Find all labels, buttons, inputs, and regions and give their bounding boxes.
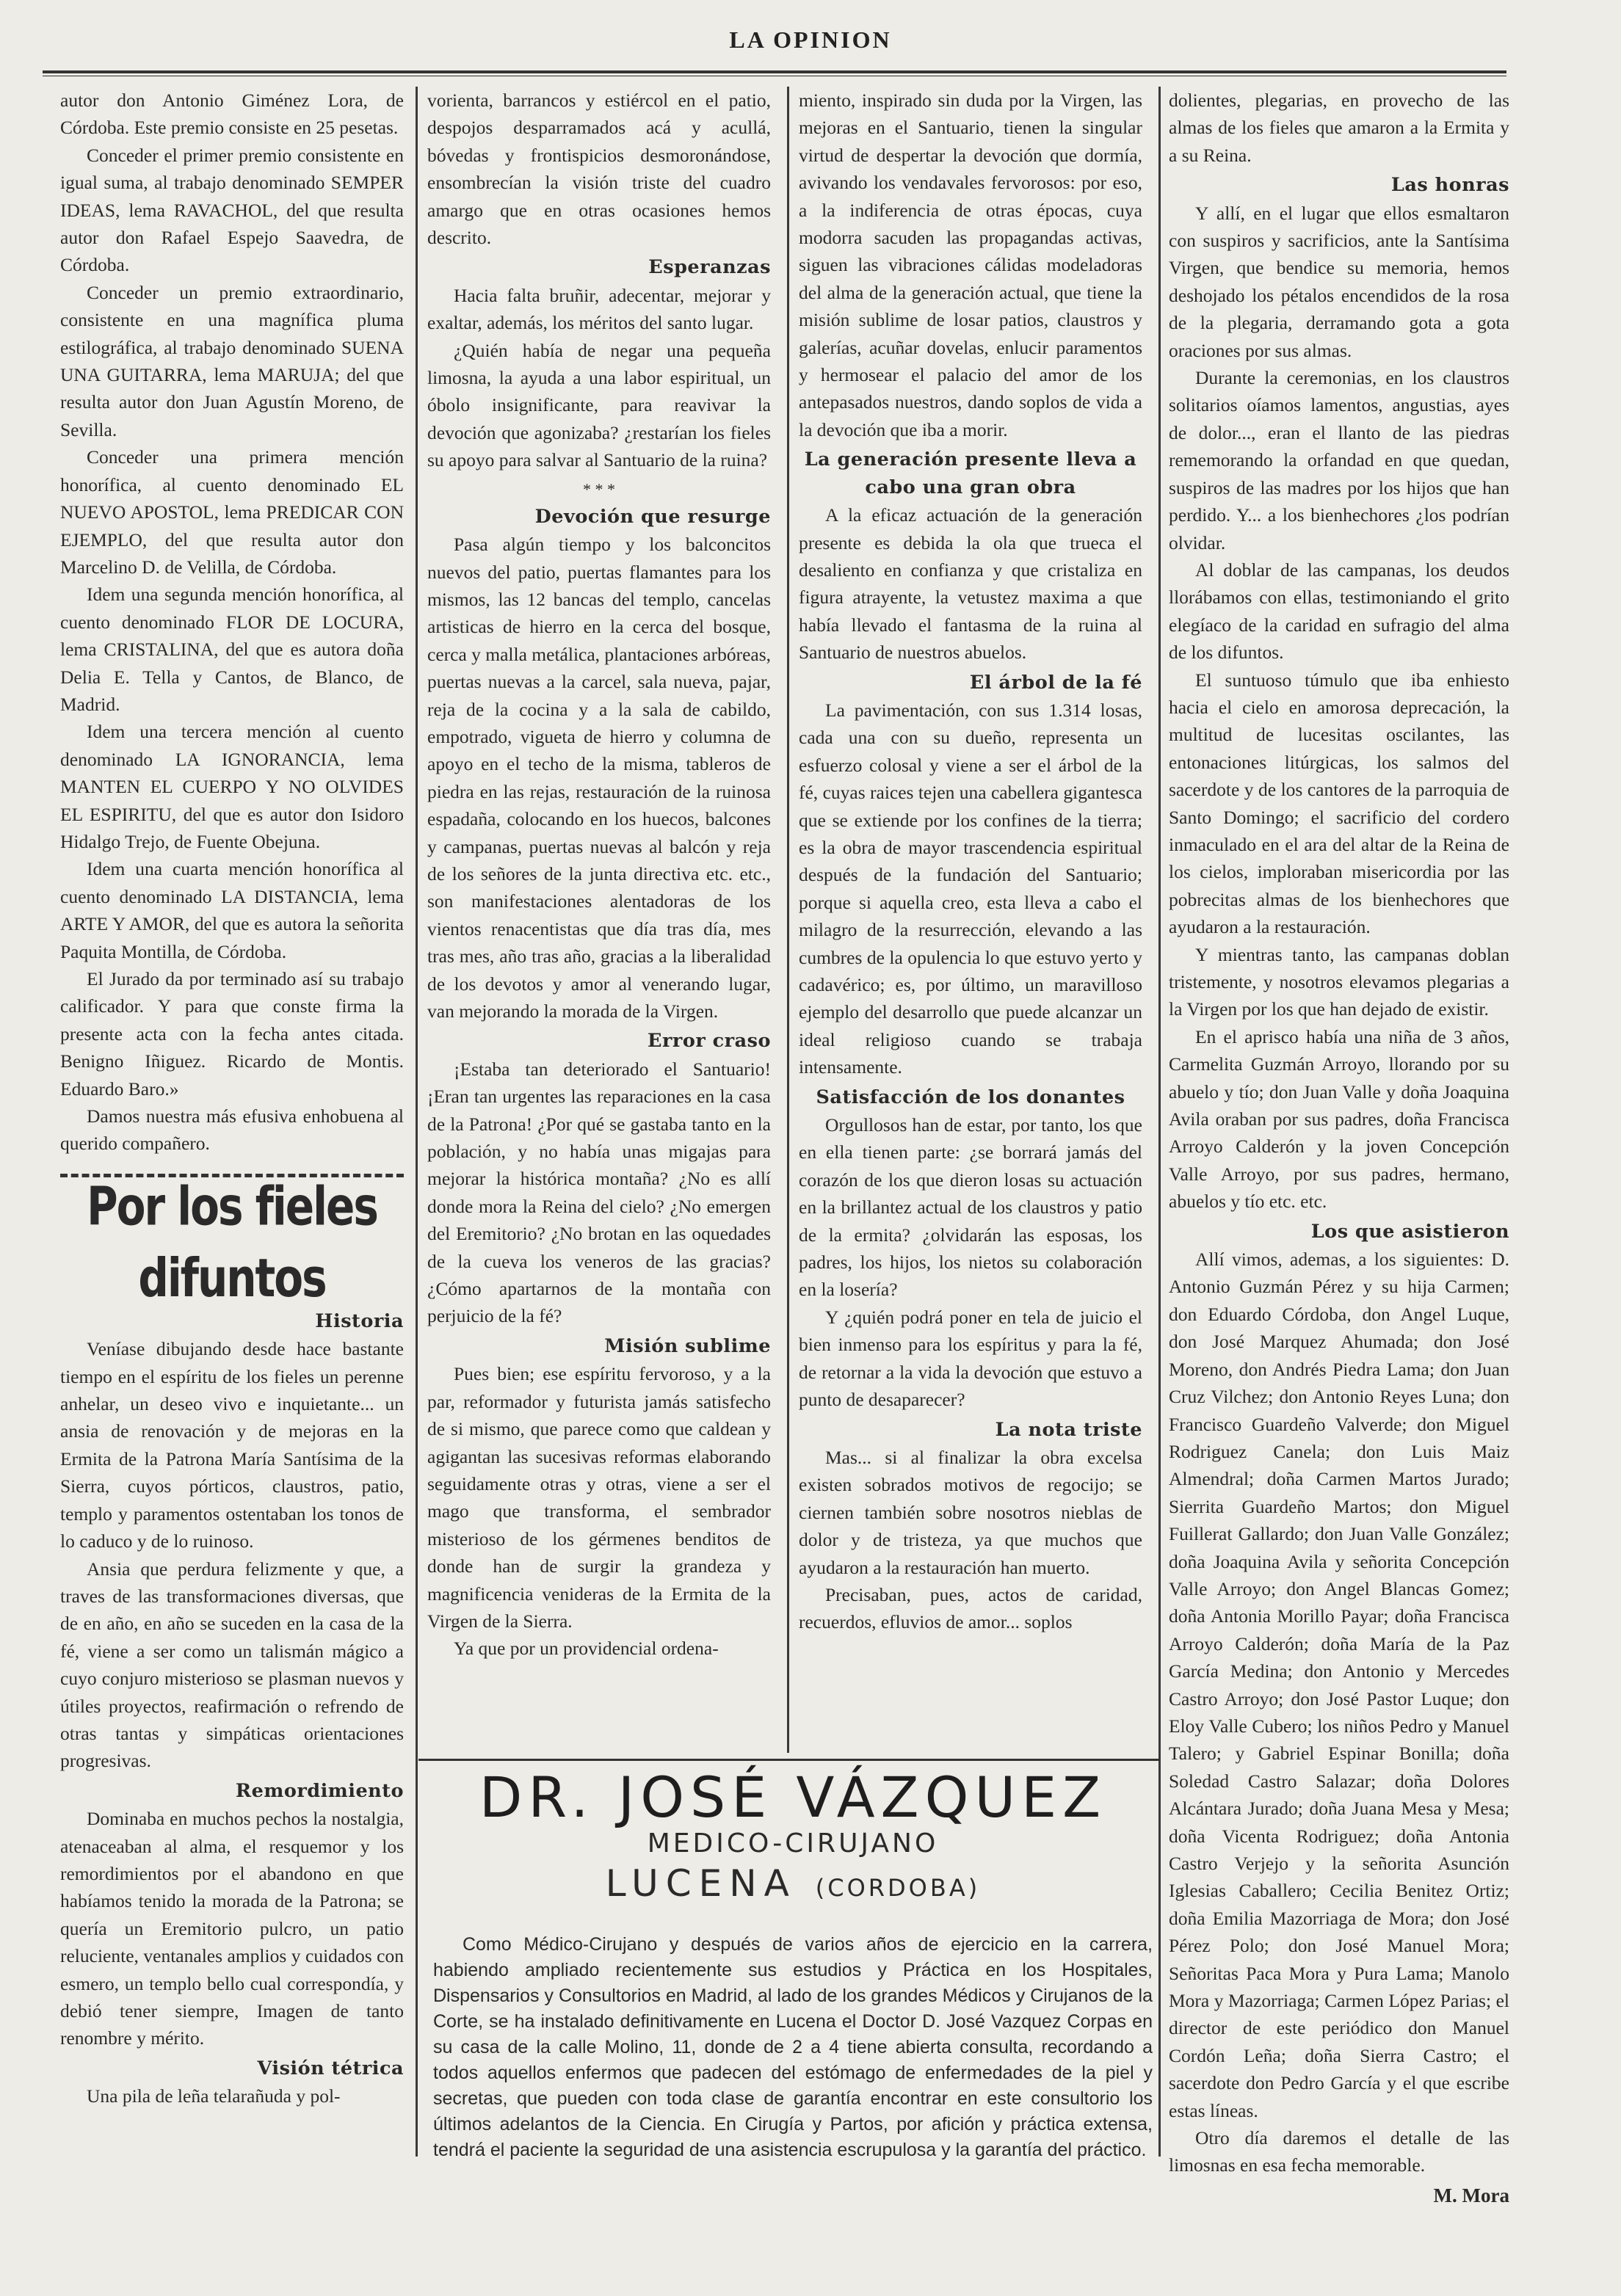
ad-body: Como Médico-Cirujano y después de varios años de ejercicio en la carrera, habiendo ampliado recientemente sus estudios y Práctica en los Hospitales, Dispensarios y Consultorios en Madrid, al lado de los grandes Médicos y Cirujanos de la Corte, se ha instalado definitivamente en Lucena el Doctor D. José Vazquez Corpas en su casa de la calle Molino, 11, donde de 2 a 4 tiene abierta consulta, recordando a todos aquellos enfermos que padecen del estómago de enfermedades de la piel y secretas, que pueden con toda clase de garantía encontrar en este consultorio los últimos adelantos de la Ciencia. En Cirugía y Partos, por afición y práctica extensa, tendrá el paciente la seguridad de una asistencia escrupulosa y la garantía del práctico. (433, 1934, 1153, 2160)
paragraph: El suntuoso túmulo que iba enhiesto hacia el cielo en amorosa deprecación, la multitud de lucesitas oscilantes, las entonaciones litúrgicas, los salmos del sacerdote y de los cantores de la parroquia de Santo Domingo; el sacrificio del cordero inmaculado en el ara del altar de la Reina de los cielos, imploraban misericordia por las pobrecitas almas de los bienhechores que ayudaron a la restauración. (1169, 669, 1509, 938)
subheading: Remordimiento (235, 1779, 404, 1802)
subheading: Las honras (1390, 174, 1509, 197)
paragraph: Pues bien; ese espíritu fervoroso, y a la par, reformador y futurista jamás satisfecho de si mismo, que parece como que caldean y agigantan las sucesivas reformas elaborando seguidamente otras y otras, viene a ser el mago que transforma, el sembrador misterioso de los gérmenes benditos de donde han de surgir la grandeza y magnificencia venideras de la Ermita de la Virgen de la Sierra. (427, 1363, 771, 1632)
subheading: Misión sublime (604, 1334, 771, 1357)
subheading: Visión tétrica (257, 2057, 404, 2079)
paragraph: El Jurado da por terminado así su trabajo calificador. Y para que conste firma la presente acta con la fecha antes citada. Benigno Iñiguez. Ricardo de Montis. Eduardo Baro.» (60, 968, 404, 1100)
paragraph: Idem una segunda mención honorífica, al cuento denominado FLOR DE LOCURA, lema CRISTALINA, del que es autora doña Delia E. Tella y Cantos, de Blanco, de Madrid. (60, 584, 404, 715)
column-3 (799, 87, 1142, 1636)
column-1 (60, 87, 404, 2110)
subheading: La generación presente lleva a cabo una gran obra (804, 448, 1137, 498)
paragraph: Y allí, en el lugar que ellos esmaltaron con suspiros y sacrificios, ante la Santísima Virgen, que bendice su memoria, hemos deshojado los pétalos encendidos de la rosa de la plegaria, derramando gota a gota oraciones por sus almas. (1169, 202, 1509, 361)
paragraph: Y mientras tanto, las campanas doblan tristemente, y nosotros elevamos plegarias a la Virgen por los que han dejado de existir. (1169, 943, 1509, 1020)
column-4 (1169, 87, 1509, 2209)
paragraph: Idem una cuarta mención honorífica al cuento denominado LA DISTANCIA, lema ARTE Y AMOR, del que es autora la señorita Paquita Montilla, de Córdoba. (60, 858, 404, 962)
header-rule (43, 70, 1506, 76)
paragraph: Hacia falta bruñir, adecentar, mejorar y exaltar, además, los méritos del santo lugar. (427, 284, 771, 334)
subheading: Historia (315, 1309, 404, 1332)
paragraph: En el aprisco había una niña de 3 años, Carmelita Guzmán Arroyo, llorando por su abuelo y tío; don Juan Valle y doña Joaquina Avila oraban por sus padres, doña Francisca Arroyo Calderón y la joven Concepción Valle Arroyo, por sus padres, hermano, abuelos y tío etc. etc. (1169, 1025, 1509, 1213)
paragraph: Durante la ceremonias, en los claustros solitarios oíamos lamentos, angustias, ayes de dolor..., eran el llanto de las piedras rememorando la orfandad en que quedan, suspiros de las madres por los hijos que han perdido. Y... a los bienhechores ¿los podrían olvidar. (1169, 367, 1509, 553)
subheading: Satisfacción de los donantes (816, 1086, 1125, 1108)
paragraph: Al doblar de las campanas, los deudos llorábamos con ellas, testimoniando el grito elegíaco de la caridad en sufragio del alma de los difuntos. (1169, 559, 1509, 664)
paragraph: Ansia que perdura felizmente y que, a traves de las transformaciones diversas, que de en año, en año se suceden en la casa de la fé, viene a ser como un talismán mágico a cuyo conjuro misterioso se plasman nuevos y útiles proyectos, reafirmación o refrendo de otras tantas y simpáticas orientaciones progresivas. (60, 1558, 404, 1772)
section-title: Por los fieles difuntos (87, 1174, 377, 1309)
column-rule (416, 87, 418, 2157)
paragraph: autor don Antonio Giménez Lora, de Córdoba. Este premio consiste en 25 pesetas. (60, 90, 404, 139)
paragraph: La pavimentación, con sus 1.314 losas, cada una con su dueño, representa un esfuerzo colosal y viene a ser el árbol de la fé, cuyas raices tejen una cabellera gigantesca que se extiende por los confines de la tierra; es la obra de mayor trascendencia espiritual después de la fundación del Santuario; porque si aquella creo, esta lleva a cabo el milagro de la resurrección, elevando a las cumbres de la opulencia lo que estuvo yerto y cadavérico; es, por último, un maravilloso ejemplo del desarrollo que puede alcanzar un ideal religioso cuando se trabaja intensamente. (799, 699, 1142, 1078)
paragraph: Conceder un premio extraordinario, consistente en una magnífica pluma estilográfica, al trabajo denominado SUENA UNA GUITARRA, lema MARUJA; del que resulta autor don Juan Agustín Moreno, de Sevilla. (60, 281, 404, 440)
paragraph: Idem una tercera mención al cuento denominado LA IGNORANCIA, lema MANTEN EL CUERPO Y NO OLVIDES EL ESPIRITU, del que es autor don Isidoro Hidalgo Trejo, de Fuente Obejuna. (60, 721, 404, 852)
paragraph: Damos nuestra más efusiva enhobuena al querido compañero. (60, 1105, 404, 1155)
ad-profession: MEDICO-CIRUJANO (647, 1828, 939, 1859)
subheading: El árbol de la fé (969, 671, 1142, 694)
paragraph: ¿Quién había de negar una pequeña limosna, la ayuda a una labor espiritual, un óbolo insignificante, para reavivar la devoción que agonizaba? ¿restarían los fieles su apoyo para salvar al Santuario de la ruina? (427, 339, 771, 471)
paragraph: Precisaban, pues, actos de caridad, recuerdos, efluvios de amor... soplos (799, 1583, 1142, 1633)
paragraph: Orgullosos han de estar, por tanto, los que en ella tienen parte: ¿se borrará jamás del corazón de los que dieron losas su actuación en la brillantez actual de los claustros y patio de la ermita? ¿olvidarán las esposas, los padres, los hijos, los nietos su colaboración en la losería? (799, 1114, 1142, 1301)
subheading: Esperanzas (648, 256, 771, 279)
ad-top-rule (418, 1759, 1160, 1761)
paragraph: Otro día daremos el detalle de las limosnas en esa fecha memorable. (1169, 2127, 1509, 2176)
paragraph: Allí vimos, ademas, a los siguientes: D. Antonio Guzmán Pérez y su hija Carmen; don Eduardo Córdoba, don Angel Luque, don José Marquez Ahumada; don José Moreno, don Andrés Piedra Lama; don Juan Cruz Vilchez; don Antonio Reyes Luna; don Francisco Guardeño Valverde; don Miguel Rodriguez Canela; don Luis Maiz Almendral; doña Carmen Martos Jurado; Sierrita Guardeño Martos; don Miguel Fuillerat Gallardo; don Juan Valle González; doña Joaquina Avila y señorita Concepción Valle Arroyo; don Angel Blancas Gomez; doña Antonia Morillo Payar; doña Francisca Arroyo Calderón; doña María de la Paz García Medina; don Antonio y Mercedes Castro Arroyo; don José Pastor Luque; don Eloy Valle Cubero; los niños Pedro y Manuel Talero; y Gabriel Espinar Bonilla; doña Soledad Castro Salazar; doña Dolores Alcántara Jurado; doña Juana Mesa y Mesa; doña Vicenta Rodriguez; doña Antonia Castro Verjejo y la señorita Asunción Iglesias Caballero; Cecilia Benitez Ortiz; doña Emilia Mazorriaga de Mora; don José Pérez Polo; don José Manuel Mora; Señoritas Paca Mora y Pura Lama; Manolo Mora y Mazorriaga; Carmen López Parias; el director de este periódico don Manuel Cordón Leña; doña Sierra Castro; el sacerdote don Pedro García y el que escribe estas líneas. (1169, 1249, 1509, 2121)
subheading: La nota triste (995, 1418, 1142, 1441)
paragraph: Pasa algún tiempo y los balconcitos nuevos del patio, puertas flamantes para los mismos, las 12 bancas del templo, cancelas artisticas de hierro en la cerca del bosque, cerca y malla metálica, plantaciones arbóreas, puertas nuevas a la carcel, sala nueva, pajar, reja de la cocina y a la sala de cabildo, empotrado, vigueta de hierro y columna de apoyo en el techo de la misma, tableros de piedra en las rejas, restauración de la ruinosa espadaña, colocando en los huecos, balcones y campanas, puertas nuevas al balcón y reja de los señores de la junta directiva etc. etc., son manifestaciones alentadoras de los vientos renacentistas que día tras día, mes tras mes, año tras año, gracias a la liberalidad de los devotos y amor al venerando lugar, van mejorando la morada de la Virgen. (427, 534, 771, 1022)
ad-doctor-name: DR. JOSÉ VÁZQUEZ (479, 1765, 1107, 1830)
paragraph: vorienta, barrancos y estiércol en el patio, despojos desparramados acá y acullá, bóvedas y frontispicios desmoronándose, ensombrecían la visión triste del cuadro amargo que en otras ocasiones hemos descrito. (427, 90, 771, 249)
subheading: Error craso (648, 1030, 771, 1053)
subheading: Devoción que resurge (534, 505, 771, 528)
separator-stars: * * * (583, 479, 615, 498)
advertisement (426, 1765, 1160, 2160)
column-2 (427, 87, 771, 1663)
paragraph: ¡Estaba tan deteriorado el Santuario! ¡Eran tan urgentes las reparaciones en la casa de la Patrona! ¿Por qué se gastaba tanto en la población, y no había unas migajas para mejorar la histórica montaña? ¿No es allí donde mora la Reina del cielo? ¿No emergen del Eremitorio? ¿No brotan en las oquedades de la cueva los veneros de las gracias? ¿Cómo apartarnos de la montaña con perjuicio de la fé? (427, 1058, 771, 1327)
subheading: Los que asistieron (1310, 1220, 1509, 1243)
masthead: LA OPINION (729, 26, 892, 53)
paragraph: Veníase dibujando desde hace bastante tiempo en el espíritu de los fieles un perenne anhelar, un deseo vivo e inquietante... un ansia de renovación y de mejoras en la Ermita de la Patrona María Santísima de la Sierra, cuyos pórticos, claustros, patio, templo y paramentos ostentaban los tonos de lo caduco y de lo ruinoso. (60, 1338, 404, 1552)
paragraph: A la eficaz actuación de la generación presente es debida la ola que trueca el desaliento en confianza y que cristaliza en figura atrayente, la vetustez maxima a que había llevado el fantasma de la ruina al Santuario de nuestros abuelos. (799, 504, 1142, 664)
ad-province: (CORDOBA) (815, 1874, 981, 1902)
ad-location (426, 1860, 1160, 1911)
paragraph: Conceder una primera mención honorífica, al cuento denominado EL NUEVO APOSTOL, lema PREDICAR CON EJEMPLO, del que resulta autor don Marcelino D. de Velilla, de Córdoba. (60, 446, 404, 578)
paragraph: dolientes, plegarias, en provecho de las almas de los fieles que amaron a la Ermita y a su Reina. (1169, 90, 1509, 166)
column-rule (787, 87, 789, 1753)
ad-city: LUCENA (605, 1862, 797, 1905)
signature: M. Mora (1433, 2184, 1509, 2206)
paragraph: miento, inspirado sin duda por la Virgen, las mejoras en el Santuario, tienen la singular virtud de despertar la devoción que dormía, avivando los vendavales fervorosos: por eso, a la indiferencia de otras épocas, cuya modorra sacuden las propagandas activas, siguen las vibraciones cálidas modeladoras del alma de la generación actual, que tiene la misión sublime de losar patios, claustros y galerías, acuñar dovelas, enlucir paramentos y hermosear el palacio del amor de los antepasados nuestros, dando soplos de vida a la devoción que iba a morir. (799, 90, 1142, 440)
paragraph: Dominaba en muchos pechos la nostalgia, atenaceaban al alma, el resquemor y los remordimientos por el abandono en que habíamos tenido la morada de la Patrona; se quería un Eremitorio pulcro, un patio reluciente, ventanales amplios y cuidados con esmero, un templo bello cual correspondía, y debió tener siempre, Imagen de tanto renombre y mérito. (60, 1808, 404, 2049)
paragraph: Una pila de leña telarañuda y pol- (87, 2085, 341, 2107)
paragraph: Mas... si al finalizar la obra excelsa existen sobrados motivos de regocijo; se ciernen también sobre nosotros nieblas de dolor y de tristeza, ya que muchos que ayudaron a la restauración han muerto. (799, 1446, 1142, 1578)
paragraph: Ya que por un providencial ordena- (454, 1638, 719, 1660)
paragraph: Conceder el primer premio consistente en igual suma, al trabajo denominado SEMPER IDEAS, lema RAVACHOL, del que resulta autor don Rafael Espejo Saavedra, de Córdoba. (60, 144, 404, 276)
paragraph: Y ¿quién podrá poner en tela de juicio el bien inmenso para los espíritus y para la fé, de retornar a la vida la devoción que estuvo a punto de desaparecer? (799, 1306, 1142, 1411)
